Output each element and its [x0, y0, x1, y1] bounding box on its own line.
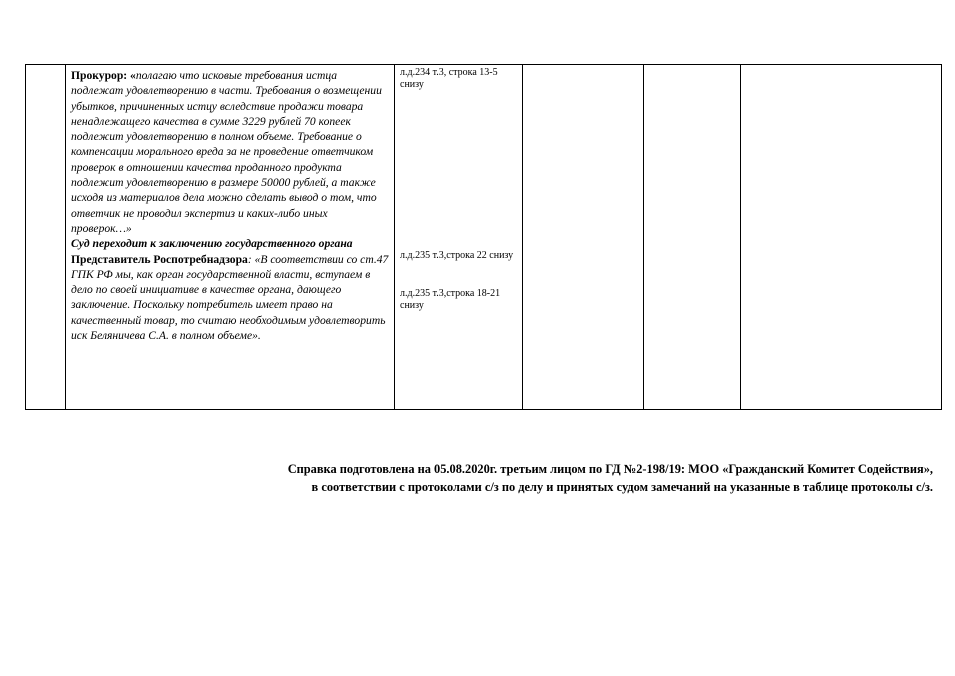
- table-row: [26, 65, 942, 410]
- references-cell: [395, 65, 523, 410]
- case-reference: л.д.234 т.3, строка 13-5 снизу: [400, 67, 498, 90]
- footer-line-1: Справка подготовлена на 05.08.2020г. третьим лицом по ГД №2-198/19: МОО «Гражданский Комитет Содействия»,: [287, 462, 933, 476]
- rospotrebnadzor-statement: : «В соответствии со ст.47 ГПК РФ мы, как орган государственной власти, вступаем в дело по своей инициативе в качестве органа, дающего заключение. Поскольку потребитель имеет право на качественный товар, то считаю необходимым удовлетворить иск Беляничева С.А. в полном объеме».: [71, 252, 389, 343]
- court-transition-note: Суд переходит к заключению государственного органа: [71, 237, 353, 251]
- quote-open: «: [127, 69, 136, 82]
- empty-cell: [523, 65, 644, 410]
- protocol-remarks-table: [25, 64, 942, 410]
- case-reference: л.д.235 т.3,строка 18-21 снизу: [400, 288, 501, 311]
- footer-line-2: в соответствии с протоколами с/з по делу и принятых судом замечаний на указанные в таблице протоколы с/з.: [311, 480, 933, 494]
- empty-cell: [644, 65, 741, 410]
- case-reference: л.д.235 т.3,строка 22 снизу: [400, 250, 514, 261]
- empty-cell: [741, 65, 942, 410]
- rospotrebnadzor-block: [71, 252, 390, 344]
- prosecutor-statement: полагаю что исковые требования истца подлежат удовлетворению в части. Требования о возмещении убытков, причиненных истцу вследствие продажи товара ненадлежащего качества в сумме 3229 рублей 70 копеек подлежит удовлетворению в полном объеме. Требование о компенсации морального вреда за не проведение ответчиком проверок в отношении качества проданного продукта подлежит удовлетворению в размере 50000 рублей, а также исходя из материалов дела можно сделать вывод о том, что ответчик не проводил экспертиз и каких-либо иных проверок…»: [71, 69, 382, 235]
- rospotrebnadzor-label: Представитель Роспотребнадзора: [71, 252, 248, 266]
- prosecutor-label: Прокурор:: [71, 69, 128, 82]
- index-cell: [26, 65, 66, 410]
- transcript-cell: [66, 65, 395, 410]
